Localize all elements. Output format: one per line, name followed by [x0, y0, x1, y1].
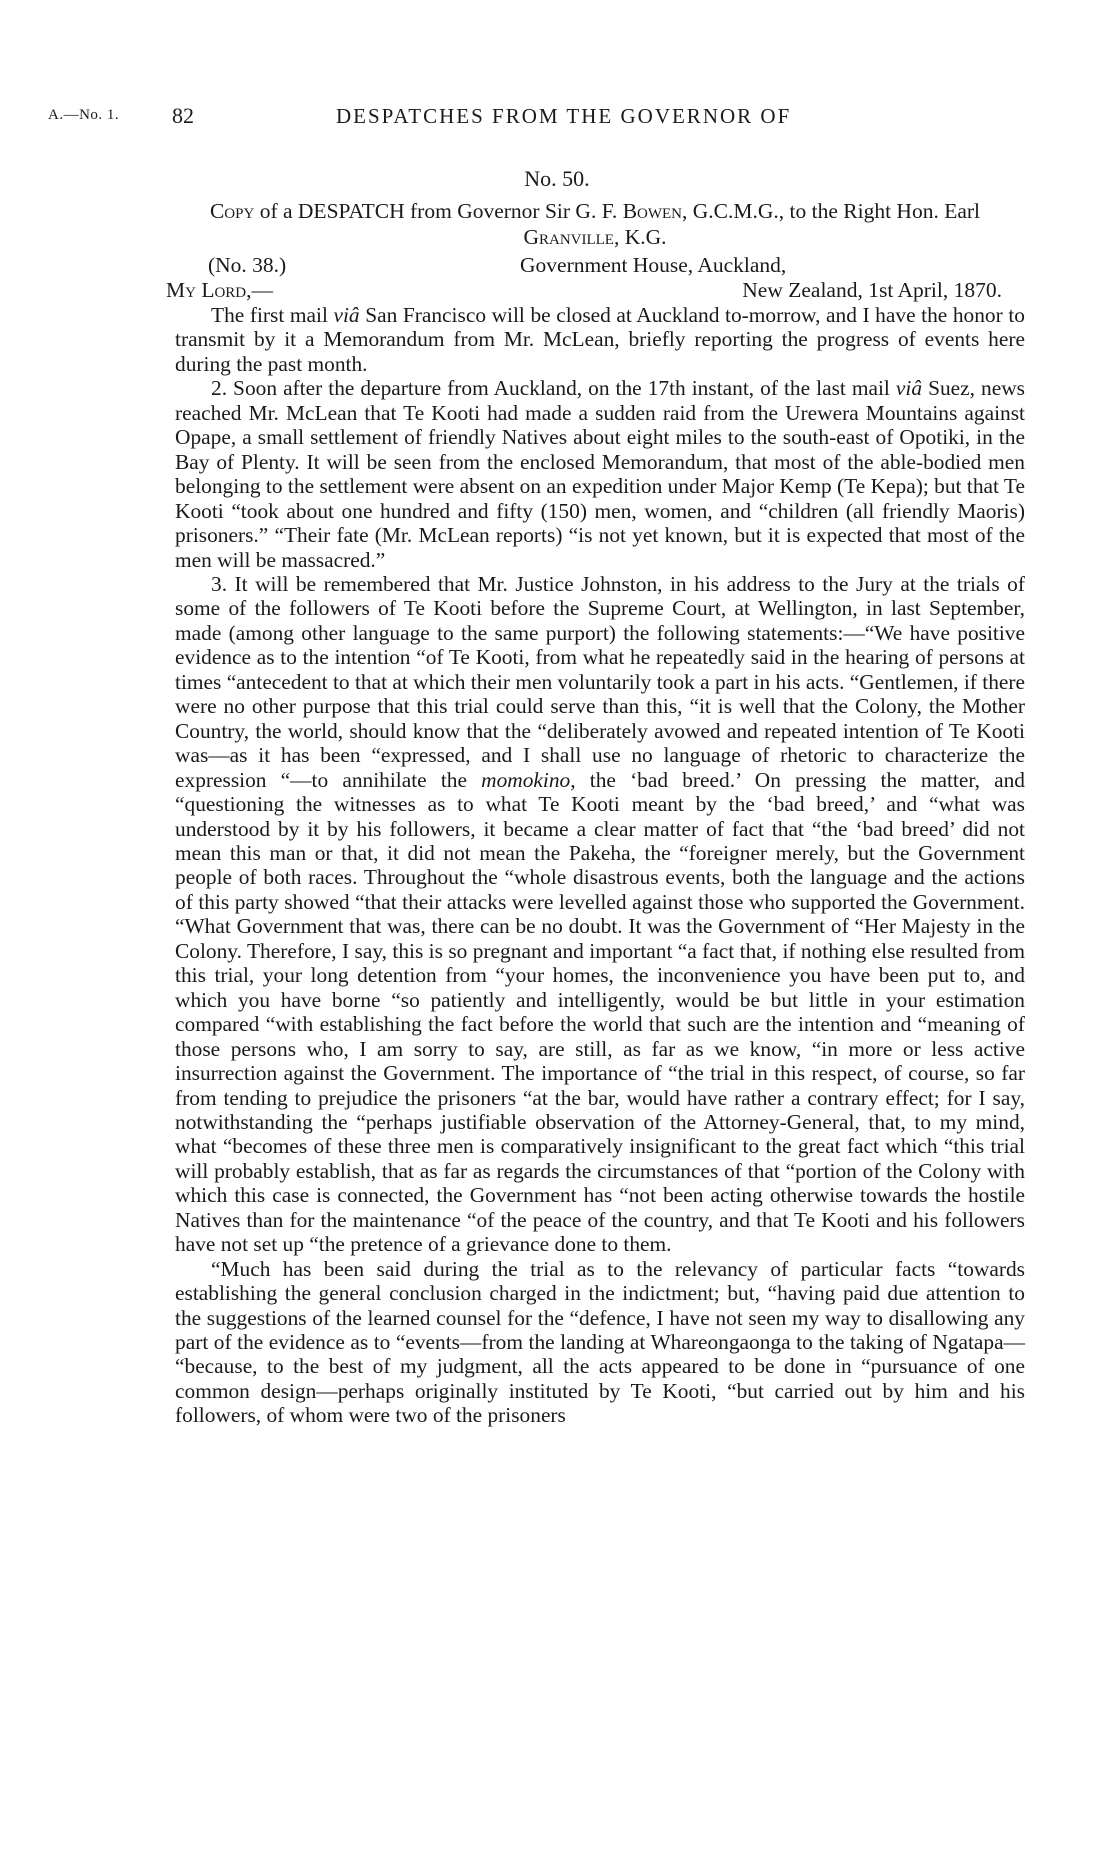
p1-text-b: San Francisco will be closed at Auckland to-morrow, and I have the honor to transmit by it a Memorandum from Mr. McLean, briefly reporting the progress of events here during the past month. — [175, 303, 1025, 376]
p2-text-a: 2. Soon after the departure from Auckland, on the 17th instant, of the last mail — [211, 376, 890, 401]
caption-of-a: of a DESPATCH from Governor Sir G. F. — [259, 199, 618, 223]
page-number: 82 — [172, 103, 194, 128]
page-header — [48, 103, 1048, 131]
caption-bowen: Bowen — [622, 199, 683, 223]
place-date-line-2: New Zealand, 1st April, 1870. — [742, 278, 1002, 302]
p3-text-b: , the ‘bad breed.’ On pressing the matter, and “questioning the witnesses as to what Te Kooti meant by the ‘bad breed,’ and “what was understood by it by his followers, it became a clear matter of fact that “the ‘bad breed’ did not mean this man or that, it did not mean the Pakeha, the “foreigner merely, but the Government people of both races. Throughout the “whole disastrous events, both the language and the actions of this party showed “that their attacks were levelled against those who supported the Government. “What Government that was, there can be no doubt. It was the Government of “Her Majesty in the Colony. Therefore, I say, this is so pregnant and important “a fact that, if nothing else resulted from this trial, your long detention from “your homes, the inconvenience you have been put to, and which you have borne “so patiently and intelligently, would be but little in your estimation compared “with establishing the fact before the world that such are the intention and “meaning of those persons who, I am sorry to say, are still, as far as we know, “in more or less active insurrection against the Government. The importance of “the trial in this respect, of course, so far from tending to prejudice the prisoners “at the bar, would have rather a contrary effect; for I say, notwithstanding the “perhaps justifiable observation of the Attorney-General, that, to my mind, what “becomes of these three men is comparatively insignificant to the great fact which “this trial will probably establish, that as far as regards the circumstances of that “portion of the Colony with which this case is connected, the Government has “not been acting otherwise towards the hostile Natives than for the maintenance “of the peace of the country, and that Te Kooti and his followers have not set up “the pretence of a grievance done to them. — [175, 767, 1025, 1257]
document-reference: A.—No. 1. — [48, 107, 120, 123]
paragraph-1 — [175, 303, 1025, 376]
p3-text-a: 3. It will be remembered that Mr. Justice Johnston, in his address to the Jury at the trials of some of the followers of Te Kooti before the Supreme Court, at Wellington, in last September, made (among other language to the same purport) the following statements:—“We have positive evidence as to the intention “of Te Kooti, from what he repeatedly said in the hearing of persons at times “antecedent to that at which their men voluntarily took a part in his acts. “Gentlemen, if there were no other purpose that this trial could serve than this, “it is well that the Colony, the Mother Country, the world, should know that the “deliberately avowed and repeated intention of Te Kooti was—as it has been “expressed, and I shall use no language of rhetoric to characterize the expression “—to annihilate the — [175, 571, 1025, 792]
p3-momokino: momokino — [481, 767, 571, 792]
paragraph-4 — [175, 1257, 1025, 1428]
caption-granville: Granville — [523, 225, 614, 249]
despatch-body — [175, 303, 1025, 1428]
p1-text-a: The first mail — [211, 303, 328, 327]
paragraph-3 — [175, 572, 1025, 1257]
salutation: My Lord,— — [166, 278, 274, 302]
p2-via: viâ — [895, 376, 923, 401]
p1-via: viâ — [333, 303, 360, 327]
despatch-number: No. 50. — [524, 166, 590, 191]
caption-rank: , G.C.M.G., to the Right Hon. Earl — [682, 199, 981, 223]
place-line-1: Government House, Auckland, — [520, 253, 787, 277]
p2-text-b: Suez, news reached Mr. McLean that Te Kooti had made a sudden raid from the Urewera Mountains against Opape, a small settlement of friendly Natives about eight miles to the south-east of Opotiki, in the Bay of Plenty. It will be seen from the enclosed Memorandum, that most of the able-bodied men belonging to the settlement were absent on an expedition under Major Kemp (Te Kepa); but that Te Kooti “took about one hundred and fifty (150) men, women, and “children (all friendly Maoris) prisoners.” “Their fate (Mr. McLean reports) “is not yet known, but it is expected that most of the men will be massacred.” — [175, 376, 1025, 572]
despatch-local-number: (No. 38.) — [208, 253, 287, 277]
caption-copy: Copy — [209, 199, 255, 223]
p4-text: “Much has been said during the trial as to the relevancy of particular facts “towards establishing the general conclusion charged in the indictment; but, “having paid due attention to the suggestions of the learned counsel for the “defence, I have not seen my way to disallowing any part of the evidence as to “events—from the landing at Whareongaonga to the taking of Ngatapa— “because, to the best of my judgment, all the acts appeared to be done in “pursuance of one common design—perhaps originally instituted by Te Kooti, “but carried out by him and his followers, of whom were two of the prisoners — [175, 1256, 1025, 1428]
despatch-caption — [180, 198, 1010, 250]
running-title: DESPATCHES FROM THE GOVERNOR OF — [336, 104, 792, 128]
paragraph-2 — [175, 376, 1025, 572]
caption-end: , K.G. — [613, 225, 667, 249]
